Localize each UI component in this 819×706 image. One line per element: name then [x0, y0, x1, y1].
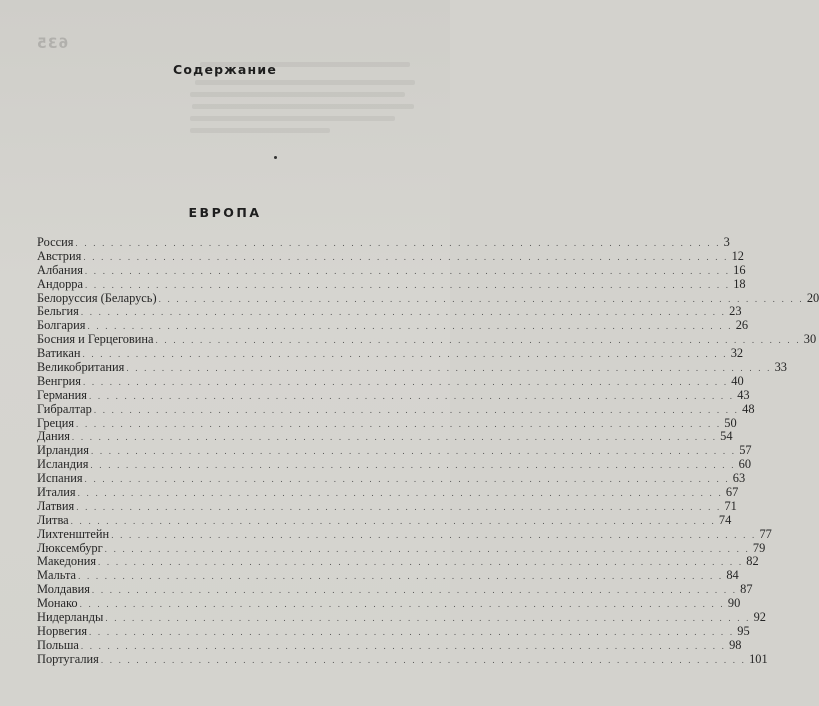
toc-entry-page: 63	[732, 471, 746, 486]
toc-entry-title: Великобритания	[37, 360, 125, 375]
toc-entry	[37, 318, 749, 333]
toc-entry-title: Россия	[37, 235, 74, 249]
toc-dot-leader: . . . . . . . . . . . . . . . . . . . . . . . . . . . . . . . . . . . . . . . . . . . . . . . . . . . . . . . . . . . . . . . . . . . . . . . . .	[111, 529, 757, 540]
toc-entry	[37, 623, 750, 639]
toc-dot-leader: . . . . . . . . . . . . . . . . . . . . . . . . . . . . . . . . . . . . . . . . . . . . . . . . . . . . . . . . . . . . . . . . . . . . . . . . .	[71, 432, 718, 443]
toc-entry-page: 101	[749, 651, 768, 666]
toc-entry	[37, 610, 766, 625]
toc-entry-page: 79	[752, 540, 766, 555]
toc-entry	[37, 637, 742, 653]
toc-entry-title: Мальта	[37, 568, 77, 583]
toc-entry-title: Гибралтар	[37, 401, 92, 416]
toc-entry-page: 18	[733, 276, 746, 291]
toc-entry-page: 74	[718, 512, 732, 527]
toc-entry-title: Нидерланды	[37, 610, 104, 625]
toc-entry-title: Люксембург	[37, 540, 103, 555]
toc-entry-title: Бельгия	[37, 304, 79, 319]
toc-dot-leader: . . . . . . . . . . . . . . . . . . . . . . . . . . . . . . . . . . . . . . . . . . . . . . . . . . . . . . . . . . . . . . . . . . . . . . . . .	[80, 640, 727, 651]
toc-dot-leader: . . . . . . . . . . . . . . . . . . . . . . . . . . . . . . . . . . . . . . . . . . . . . . . . . . . . . . . . . . . . . . . . . . . . . . . . .	[158, 293, 804, 304]
toc-entry	[37, 512, 732, 528]
toc-entry-page: 40	[731, 373, 744, 388]
toc-dot-leader: . . . . . . . . . . . . . . . . . . . . . . . . . . . . . . . . . . . . . . . . . . . . . . . . . . . . . . . . . . . . . . . . . . . . . . . . .	[88, 390, 735, 401]
toc-entry-title: Ирландия	[37, 443, 89, 458]
toc-entry	[37, 387, 750, 403]
toc-entry-title: Австрия	[37, 248, 82, 263]
toc-entry-title: Босния и Герцеговина	[37, 332, 154, 347]
toc-entry	[37, 415, 737, 431]
toc-entry-title: Болгария	[37, 318, 86, 333]
toc-entry	[37, 526, 772, 542]
toc-dot-leader: . . . . . . . . . . . . . . . . . . . . . . . . . . . . . . . . . . . . . . . . . . . . . . . . . . . . . . . . . . . . . . . . . . . . . . . . .	[83, 376, 729, 387]
toc-entry-page: 43	[737, 387, 750, 402]
toc-entry-page: 16	[733, 262, 746, 277]
toc-dot-leader: . . . . . . . . . . . . . . . . . . . . . . . . . . . . . . . . . . . . . . . . . . . . . . . . . . . . . . . . . . . . . . . . . . . . . . . . .	[155, 335, 801, 346]
toc-entry-title: Исландия	[37, 457, 89, 472]
toc-entry	[37, 582, 753, 597]
toc-entry-title: Лихтенштейн	[37, 526, 110, 541]
toc-entry	[37, 540, 766, 556]
toc-entry-title: Ватикан	[37, 346, 81, 361]
toc-entry	[37, 498, 737, 514]
toc-entry	[37, 373, 744, 389]
toc-entry-page: 3	[723, 235, 730, 249]
section-title: ЕВРОПА	[188, 205, 262, 220]
toc-entry	[37, 290, 819, 306]
toc-entry-page: 23	[729, 304, 742, 319]
bleed-page-number: 635	[36, 36, 69, 52]
toc-entry-page: 20	[806, 290, 819, 305]
toc-entry-page: 84	[726, 568, 739, 583]
toc-entry-page: 54	[720, 429, 733, 444]
toc-entry	[37, 276, 746, 292]
toc-entry	[37, 651, 768, 667]
toc-entry-title: Венгрия	[37, 373, 82, 388]
toc-dot-leader: . . . . . . . . . . . . . . . . . . . . . . . . . . . . . . . . . . . . . . . . . . . . . . . . . . . . . . . . . . . . . . . . . . . . . . . . .	[89, 626, 735, 637]
toc-dot-leader: . . . . . . . . . . . . . . . . . . . . . . . . . . . . . . . . . . . . . . . . . . . . . . . . . . . . . . . . . . . . . . . . . . . . . . . . .	[70, 515, 716, 526]
toc-dot-leader: . . . . . . . . . . . . . . . . . . . . . . . . . . . . . . . . . . . . . . . . . . . . . . . . . . . . . . . . . . . . . . . . . . . . . . . . .	[105, 613, 751, 624]
toc-entry-page: 95	[737, 623, 750, 638]
toc-dot-leader: . . . . . . . . . . . . . . . . . . . . . . . . . . . . . . . . . . . . . . . . . . . . . . . . . . . . . . . . . . . . . . . . . . . . . . . . .	[84, 265, 731, 276]
toc-entry-title: Португалия	[37, 651, 99, 666]
toc-dot-leader: . . . . . . . . . . . . . . . . . . . . . . . . . . . . . . . . . . . . . . . . . . . . . . . . . . . . . . . . . . . . . . . . . . . . . . . . .	[100, 654, 747, 665]
toc-entry	[37, 457, 752, 472]
toc-entry	[37, 332, 817, 347]
toc-dot-leader: . . . . . . . . . . . . . . . . . . . . . . . . . . . . . . . . . . . . . . . . . . . . . . . . . . . . . . . . . . . . . . . . . . . . . . . . .	[90, 446, 737, 457]
toc-dot-leader: . . . . . . . . . . . . . . . . . . . . . . . . . . . . . . . . . . . . . . . . . . . . . . . . . . . . . . . . . . . . . . . . . . . . . . . . .	[98, 557, 744, 568]
toc-entry	[37, 471, 746, 486]
toc-dot-leader: . . . . . . . . . . . . . . . . . . . . . . . . . . . . . . . . . . . . . . . . . . . . . . . . . . . . . . . . . . . . . . . . . . . . . . . . .	[91, 585, 738, 596]
toc-dot-leader: . . . . . . . . . . . . . . . . . . . . . . . . . . . . . . . . . . . . . . . . . . . . . . . . . . . . . . . . . . . . . . . . . . . . . . . . .	[87, 321, 733, 332]
toc-entry	[37, 485, 739, 500]
toc-entry-page: 57	[739, 443, 752, 458]
toc-entry-title: Андорра	[37, 276, 83, 291]
toc-entry-page: 12	[731, 248, 744, 263]
toc-entry-title: Дания	[37, 429, 70, 444]
toc-dot-leader: . . . . . . . . . . . . . . . . . . . . . . . . . . . . . . . . . . . . . . . . . . . . . . . . . . . . . . . . . . . . . . . . . . . . . . . . .	[79, 599, 725, 610]
toc-dot-leader: . . . . . . . . . . . . . . . . . . . . . . . . . . . . . . . . . . . . . . . . . . . . . . . . . . . . . . . . . . . . . . . . . . . . . . . . .	[75, 238, 721, 248]
toc-entry-page: 32	[730, 346, 744, 361]
toc-entry-page: 33	[774, 360, 787, 375]
toc-dot-leader: . . . . . . . . . . . . . . . . . . . . . . . . . . . . . . . . . . . . . . . . . . . . . . . . . . . . . . . . . . . . . . . . . . . . . . . . .	[76, 418, 722, 429]
toc-dot-leader: . . . . . . . . . . . . . . . . . . . . . . . . . . . . . . . . . . . . . . . . . . . . . . . . . . . . . . . . . . . . . . . . . . . . . . . . .	[82, 349, 728, 360]
toc-entry	[37, 401, 755, 417]
toc-entry-page: 67	[725, 485, 739, 500]
toc-dot-leader: . . . . . . . . . . . . . . . . . . . . . . . . . . . . . . . . . . . . . . . . . . . . . . . . . . . . . . . . . . . . . . . . . . . . . . . . .	[84, 279, 731, 290]
toc-dot-leader: . . . . . . . . . . . . . . . . . . . . . . . . . . . . . . . . . . . . . . . . . . . . . . . . . . . . . . . . . . . . . . . . . . . . . . . . .	[83, 251, 729, 262]
toc-entry	[37, 360, 787, 375]
toc-entry	[37, 443, 752, 458]
toc-entry-title: Монако	[37, 596, 78, 611]
toc-entry-title: Испания	[37, 471, 83, 486]
toc-entry-title: Германия	[37, 387, 87, 402]
toc-entry-page: 71	[724, 498, 737, 513]
toc-entry-page: 87	[740, 582, 753, 597]
toc-entry	[37, 596, 741, 611]
toc-entry-page: 98	[729, 637, 742, 652]
toc-entry	[37, 248, 744, 264]
toc-dot-leader: . . . . . . . . . . . . . . . . . . . . . . . . . . . . . . . . . . . . . . . . . . . . . . . . . . . . . . . . . . . . . . . . . . . . . . . . .	[104, 543, 750, 554]
toc-dot-leader: . . . . . . . . . . . . . . . . . . . . . . . . . . . . . . . . . . . . . . . . . . . . . . . . . . . . . . . . . . . . . . . . . . . . . . . . .	[90, 460, 736, 471]
toc-entry	[37, 429, 733, 444]
toc-dot-leader: . . . . . . . . . . . . . . . . . . . . . . . . . . . . . . . . . . . . . . . . . . . . . . . . . . . . . . . . . . . . . . . . . . . . . . . . .	[80, 307, 727, 318]
print-dot	[274, 156, 277, 159]
toc-entry-title: Польша	[37, 637, 79, 652]
toc-dot-leader: . . . . . . . . . . . . . . . . . . . . . . . . . . . . . . . . . . . . . . . . . . . . . . . . . . . . . . . . . . . . . . . . . . . . . . . . .	[77, 488, 723, 499]
toc-entry-page: 90	[727, 596, 741, 611]
toc-entry	[37, 568, 739, 583]
toc-entry	[37, 554, 759, 569]
toc-entry	[37, 262, 746, 278]
toc-entry-page: 82	[746, 554, 759, 569]
toc-entry-title: Македония	[37, 554, 97, 569]
toc-dot-leader: . . . . . . . . . . . . . . . . . . . . . . . . . . . . . . . . . . . . . . . . . . . . . . . . . . . . . . . . . . . . . . . . . . . . . . . . .	[76, 501, 722, 512]
toc-entry-page: 48	[742, 401, 755, 416]
toc-entry-title: Италия	[37, 485, 76, 500]
toc-entry-page: 30	[803, 332, 817, 347]
toc-dot-leader: . . . . . . . . . . . . . . . . . . . . . . . . . . . . . . . . . . . . . . . . . . . . . . . . . . . . . . . . . . . . . . . . . . . . . . . . .	[126, 363, 772, 374]
toc-entry-title: Албания	[37, 262, 83, 277]
toc-dot-leader: . . . . . . . . . . . . . . . . . . . . . . . . . . . . . . . . . . . . . . . . . . . . . . . . . . . . . . . . . . . . . . . . . . . . . . . . .	[78, 571, 724, 582]
toc-entry	[37, 346, 744, 361]
toc-entry-title: Литва	[37, 512, 69, 527]
toc-entry-page: 77	[759, 526, 772, 541]
toc-entry	[37, 235, 730, 250]
toc-entry-title: Норвегия	[37, 623, 88, 638]
page-title: Содержание	[172, 62, 278, 77]
toc-entry	[37, 304, 742, 319]
toc-entry-page: 92	[753, 610, 766, 625]
toc-entry-page: 50	[724, 415, 737, 430]
toc-entry-title: Латвия	[37, 498, 75, 513]
toc-entry-title: Белоруссия (Беларусь)	[37, 290, 157, 305]
toc-entry-page: 60	[738, 457, 752, 472]
toc-entry-page: 26	[735, 318, 749, 333]
table-of-contents	[37, 235, 819, 667]
toc-entry-title: Греция	[37, 415, 75, 430]
toc-dot-leader: . . . . . . . . . . . . . . . . . . . . . . . . . . . . . . . . . . . . . . . . . . . . . . . . . . . . . . . . . . . . . . . . . . . . . . . . .	[84, 474, 730, 485]
toc-entry-title: Молдавия	[37, 582, 90, 597]
toc-dot-leader: . . . . . . . . . . . . . . . . . . . . . . . . . . . . . . . . . . . . . . . . . . . . . . . . . . . . . . . . . . . . . . . . . . . . . . . . .	[93, 404, 740, 415]
